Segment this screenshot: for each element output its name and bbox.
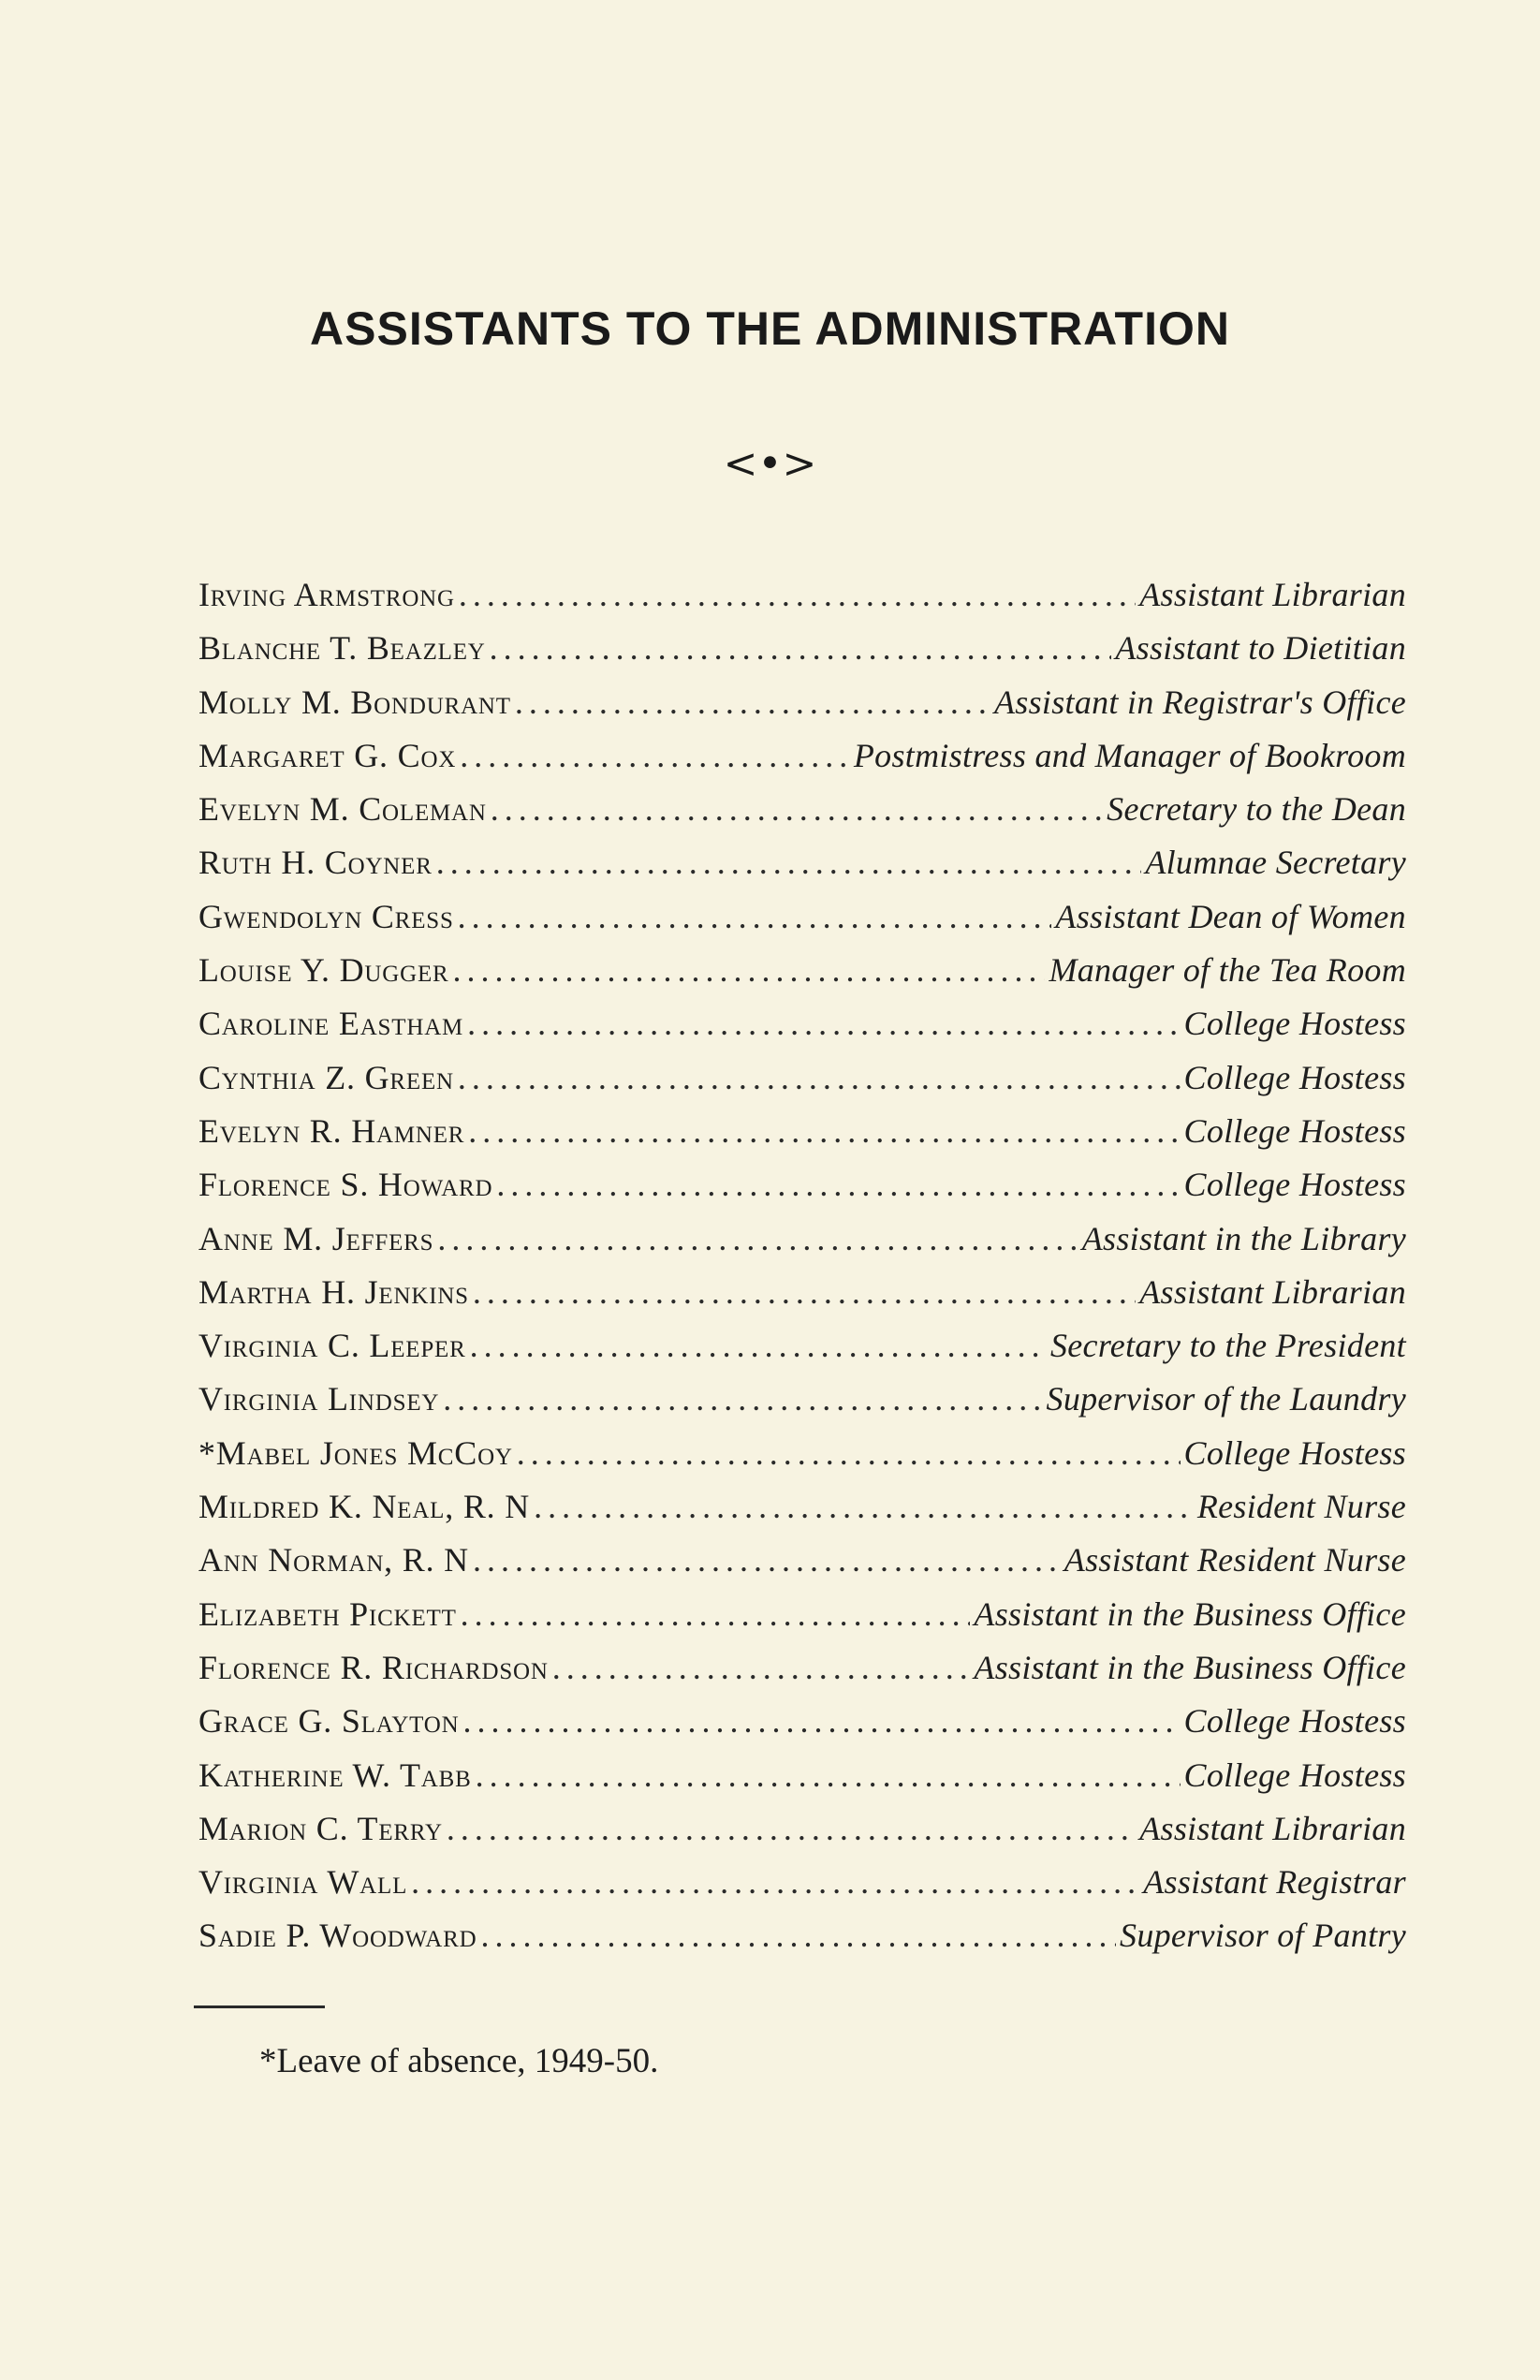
dot-leader [470, 1326, 1047, 1365]
staff-role: Resident Nurse [1196, 1488, 1406, 1526]
dot-leader [552, 1648, 971, 1687]
dot-leader [459, 575, 1136, 614]
staff-name: Marion C. Terry [198, 1809, 443, 1847]
staff-role: Postmistress and Manager of Bookroom [853, 736, 1406, 774]
staff-name: Margaret G. Cox [198, 736, 457, 774]
dot-leader [517, 1433, 1181, 1473]
staff-role: College Hostess [1183, 1756, 1406, 1794]
staff-role: Assistant Dean of Women [1055, 897, 1406, 935]
page-title: ASSISTANTS TO THE ADMINISTRATION [310, 302, 1230, 355]
dot-leader [437, 1219, 1078, 1258]
staff-name: Cynthia Z. Green [198, 1058, 454, 1096]
staff-name: Irving Armstrong [198, 576, 455, 613]
dot-leader [476, 1756, 1181, 1795]
staff-entry [198, 1272, 1406, 1326]
staff-role: Assistant Librarian [1139, 1809, 1406, 1847]
footnote-rule [194, 2005, 325, 2008]
dot-leader [473, 1540, 1061, 1579]
staff-role: Secretary to the Dean [1107, 790, 1406, 829]
dot-leader [461, 1594, 971, 1634]
staff-entry [198, 1809, 1406, 1862]
staff-entry [198, 1701, 1406, 1755]
staff-name: Louise Y. Dugger [198, 951, 449, 990]
staff-role: Assistant Librarian [1139, 1272, 1406, 1311]
dot-leader [458, 1058, 1181, 1097]
staff-entry [198, 628, 1406, 682]
staff-name: Evelyn M. Coleman [198, 790, 487, 829]
staff-entry [198, 1540, 1406, 1594]
staff-name: Martha H. Jenkins [198, 1272, 469, 1311]
staff-name: Florence S. Howard [198, 1166, 493, 1204]
staff-role: College Hostess [1183, 1433, 1406, 1472]
dot-leader [515, 683, 990, 722]
staff-name: Molly M. Bondurant [198, 683, 511, 721]
staff-name: Caroline Eastham [198, 1005, 464, 1043]
staff-entry [198, 1111, 1406, 1165]
staff-name: Ruth H. Coyner [198, 844, 433, 882]
dot-leader [491, 789, 1103, 829]
staff-role: Secretary to the President [1049, 1327, 1406, 1365]
staff-entry [198, 1165, 1406, 1218]
staff-entry [198, 897, 1406, 950]
staff-name: *Mabel Jones McCoy [198, 1433, 513, 1472]
staff-entry [198, 575, 1406, 628]
staff-name: Blanche T. Beazley [198, 629, 486, 668]
staff-name: Ann Norman, R. N [198, 1541, 469, 1579]
dot-leader [447, 1809, 1136, 1848]
staff-role: College Hostess [1183, 1702, 1406, 1741]
staff-entry [198, 1058, 1406, 1111]
dot-leader [443, 1379, 1042, 1418]
staff-entry [198, 1379, 1406, 1432]
staff-name: Grace G. Slayton [198, 1702, 460, 1741]
dot-leader [480, 1916, 1116, 1955]
staff-entry [198, 1916, 1406, 1969]
staff-role: College Hostess [1183, 1166, 1406, 1204]
staff-role: Assistant Librarian [1139, 576, 1406, 613]
staff-role: College Hostess [1183, 1005, 1406, 1043]
dot-leader [473, 1272, 1136, 1312]
staff-name: Virginia Lindsey [198, 1380, 440, 1418]
staff-name: Elizabeth Pickett [198, 1594, 457, 1633]
staff-role: Assistant in the Library [1081, 1219, 1406, 1257]
staff-role: Assistant to Dietitian [1115, 629, 1406, 668]
staff-list [198, 575, 1406, 1970]
dot-leader [411, 1862, 1139, 1902]
staff-name: Evelyn R. Hamner [198, 1111, 465, 1150]
staff-entry [198, 683, 1406, 736]
staff-role: Assistant in the Business Office [974, 1648, 1406, 1686]
footnote: *Leave of absence, 1949-50. [259, 2042, 659, 2080]
dot-leader [460, 736, 850, 775]
dot-leader [463, 1701, 1181, 1741]
dot-leader [458, 897, 1052, 936]
staff-role: Manager of the Tea Room [1049, 951, 1406, 990]
staff-name: Virginia Wall [198, 1863, 408, 1902]
staff-entry [198, 1433, 1406, 1487]
dot-leader [467, 1004, 1180, 1043]
staff-entry [198, 1487, 1406, 1540]
dot-leader [436, 843, 1142, 882]
dot-leader [468, 1111, 1180, 1151]
staff-name: Katherine W. Tabb [198, 1756, 472, 1794]
staff-entry [198, 1594, 1406, 1648]
staff-name: Florence R. Richardson [198, 1648, 549, 1686]
ornament-divider: <•> [723, 440, 817, 488]
staff-entry [198, 950, 1406, 1004]
staff-entry [198, 1756, 1406, 1809]
staff-role: College Hostess [1183, 1058, 1406, 1096]
staff-entry [198, 736, 1406, 789]
dot-leader [534, 1487, 1194, 1526]
dot-leader [496, 1165, 1180, 1204]
staff-entry [198, 789, 1406, 843]
dot-leader [453, 950, 1046, 990]
staff-entry [198, 1004, 1406, 1057]
staff-role: Assistant in Registrar's Office [994, 683, 1406, 721]
staff-role: Assistant Resident Nurse [1063, 1541, 1406, 1579]
staff-entry [198, 1219, 1406, 1272]
staff-name: Virginia C. Leeper [198, 1327, 466, 1365]
dot-leader [490, 628, 1112, 668]
staff-name: Anne M. Jeffers [198, 1219, 434, 1257]
staff-role: Supervisor of the Laundry [1046, 1380, 1406, 1418]
staff-name: Mildred K. Neal, R. N [198, 1488, 531, 1526]
staff-role: Assistant Registrar [1143, 1863, 1406, 1902]
staff-role: College Hostess [1183, 1111, 1406, 1150]
staff-role: Supervisor of Pantry [1120, 1917, 1406, 1955]
staff-entry [198, 843, 1406, 896]
staff-role: Alumnae Secretary [1145, 844, 1406, 882]
staff-role: Assistant in the Business Office [974, 1594, 1406, 1633]
staff-name: Gwendolyn Cress [198, 897, 454, 935]
staff-name: Sadie P. Woodward [198, 1917, 477, 1955]
staff-entry [198, 1326, 1406, 1379]
staff-entry [198, 1648, 1406, 1701]
staff-entry [198, 1862, 1406, 1916]
